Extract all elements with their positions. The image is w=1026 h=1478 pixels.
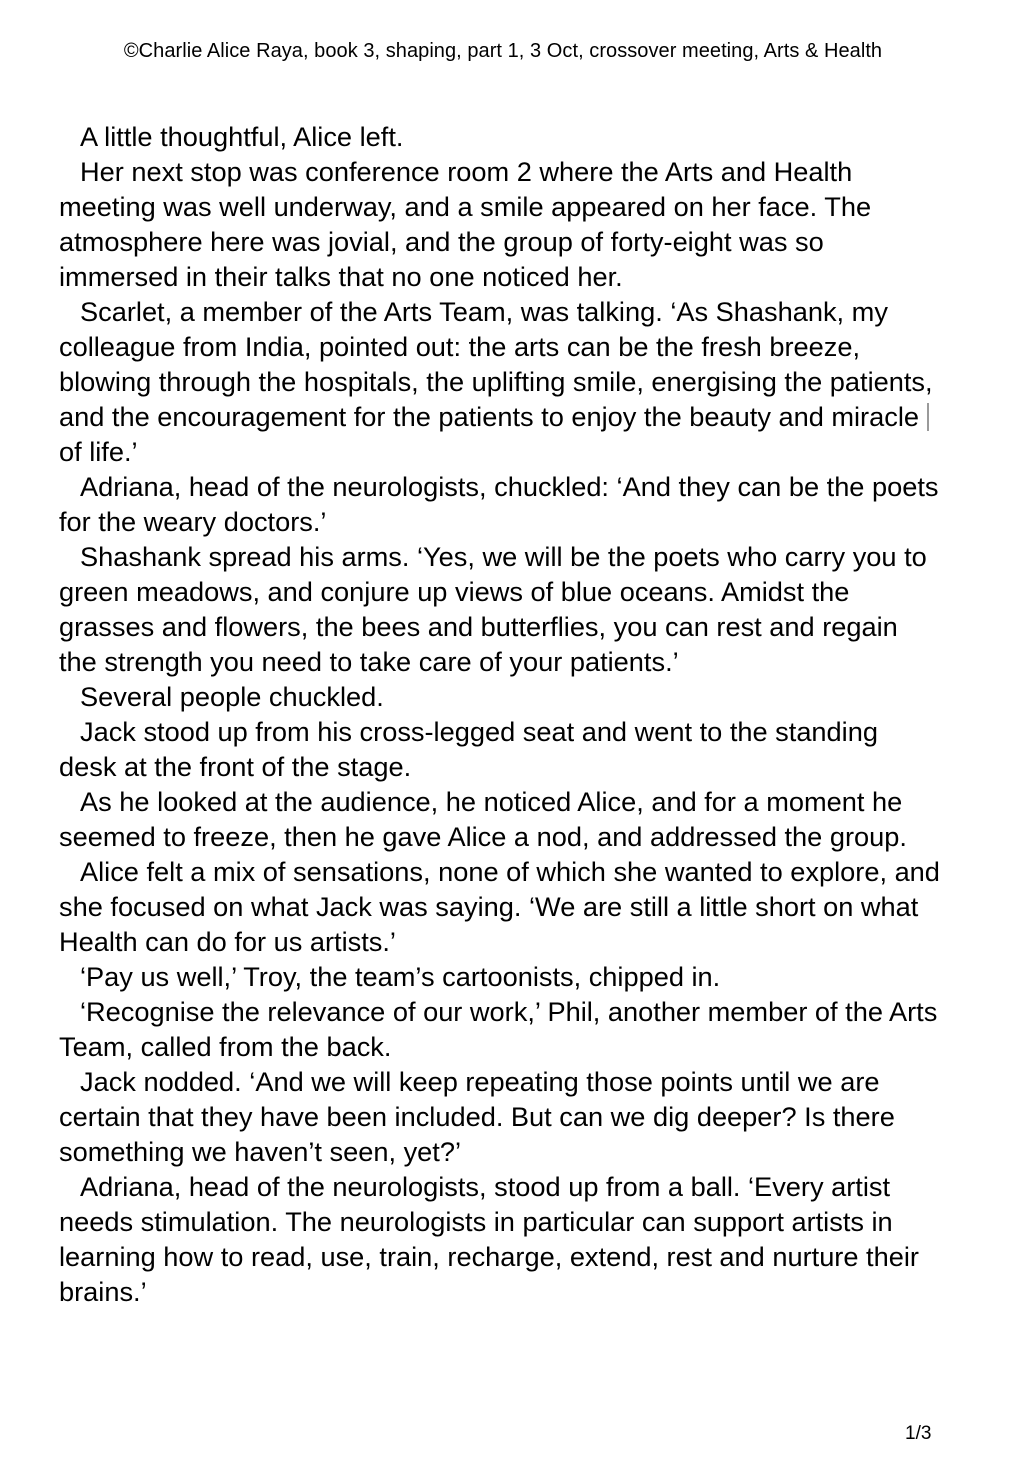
paragraph-9: Alice felt a mix of sensations, none of which she wanted to explore, and she focused on what Jack was saying. ‘We are still a little short on what Health can do for us artists.’ [59, 856, 940, 957]
paragraph-11: ‘Recognise the relevance of our work,’ Phil, another member of the Arts Team, called from the back. [59, 996, 938, 1062]
paragraph-10: ‘Pay us well,’ Troy, the team’s cartoonists, chipped in. [80, 961, 721, 992]
paragraph-13: Adriana, head of the neurologists, stood up from a ball. ‘Every artist needs stimulation. The neurologists in particular can support artists in learning how to read, use, train, recharge, extend, rest and nurture their brains.’ [59, 1171, 919, 1307]
document-body [59, 119, 941, 1309]
paragraph-3-tail: of life.’ [59, 436, 138, 467]
paragraph-3-text: Scarlet, a member of the Arts Team, was talking. ‘As Shashank, my colleague from India, pointed out: the arts can be the fresh breeze, blowing through the hospitals, the uplifting smile, energising the patients, and the encouragement for the patients to enjoy the beauty and miracle [59, 296, 933, 432]
paragraph-1: A little thoughtful, Alice left. [80, 121, 404, 152]
text-cursor [927, 403, 929, 431]
paragraph-2: Her next stop was conference room 2 where the Arts and Health meeting was well underway, and a smile appeared on her face. The atmosphere here was jovial, and the group of forty-eight was so immersed in their talks that no one noticed her. [59, 156, 872, 292]
paragraph-8: As he looked at the audience, he noticed Alice, and for a moment he seemed to freeze, then he gave Alice a nod, and addressed the group. [59, 786, 907, 852]
paragraph-6: Several people chuckled. [80, 681, 384, 712]
paragraph-5: Shashank spread his arms. ‘Yes, we will be the poets who carry you to green meadows, and conjure up views of blue oceans. Amidst the grasses and flowers, the bees and butterflies, you can rest and regain the strength you need to take care of your patients.’ [59, 541, 927, 677]
page-number: 1/3 [905, 1423, 932, 1444]
page-header: ©Charlie Alice Raya, book 3, shaping, part 1, 3 Oct, crossover meeting, Arts & Health [123, 40, 883, 62]
paragraph-4: Adriana, head of the neurologists, chuckled: ‘And they can be the poets for the weary doctors.’ [59, 471, 939, 537]
paragraph-7: Jack stood up from his cross-legged seat and went to the standing desk at the front of the stage. [59, 716, 878, 782]
paragraph-12: Jack nodded. ‘And we will keep repeating those points until we are certain that they have been included. But can we dig deeper? Is there something we haven’t seen, yet?’ [59, 1066, 895, 1167]
paragraph-3 [59, 294, 941, 469]
